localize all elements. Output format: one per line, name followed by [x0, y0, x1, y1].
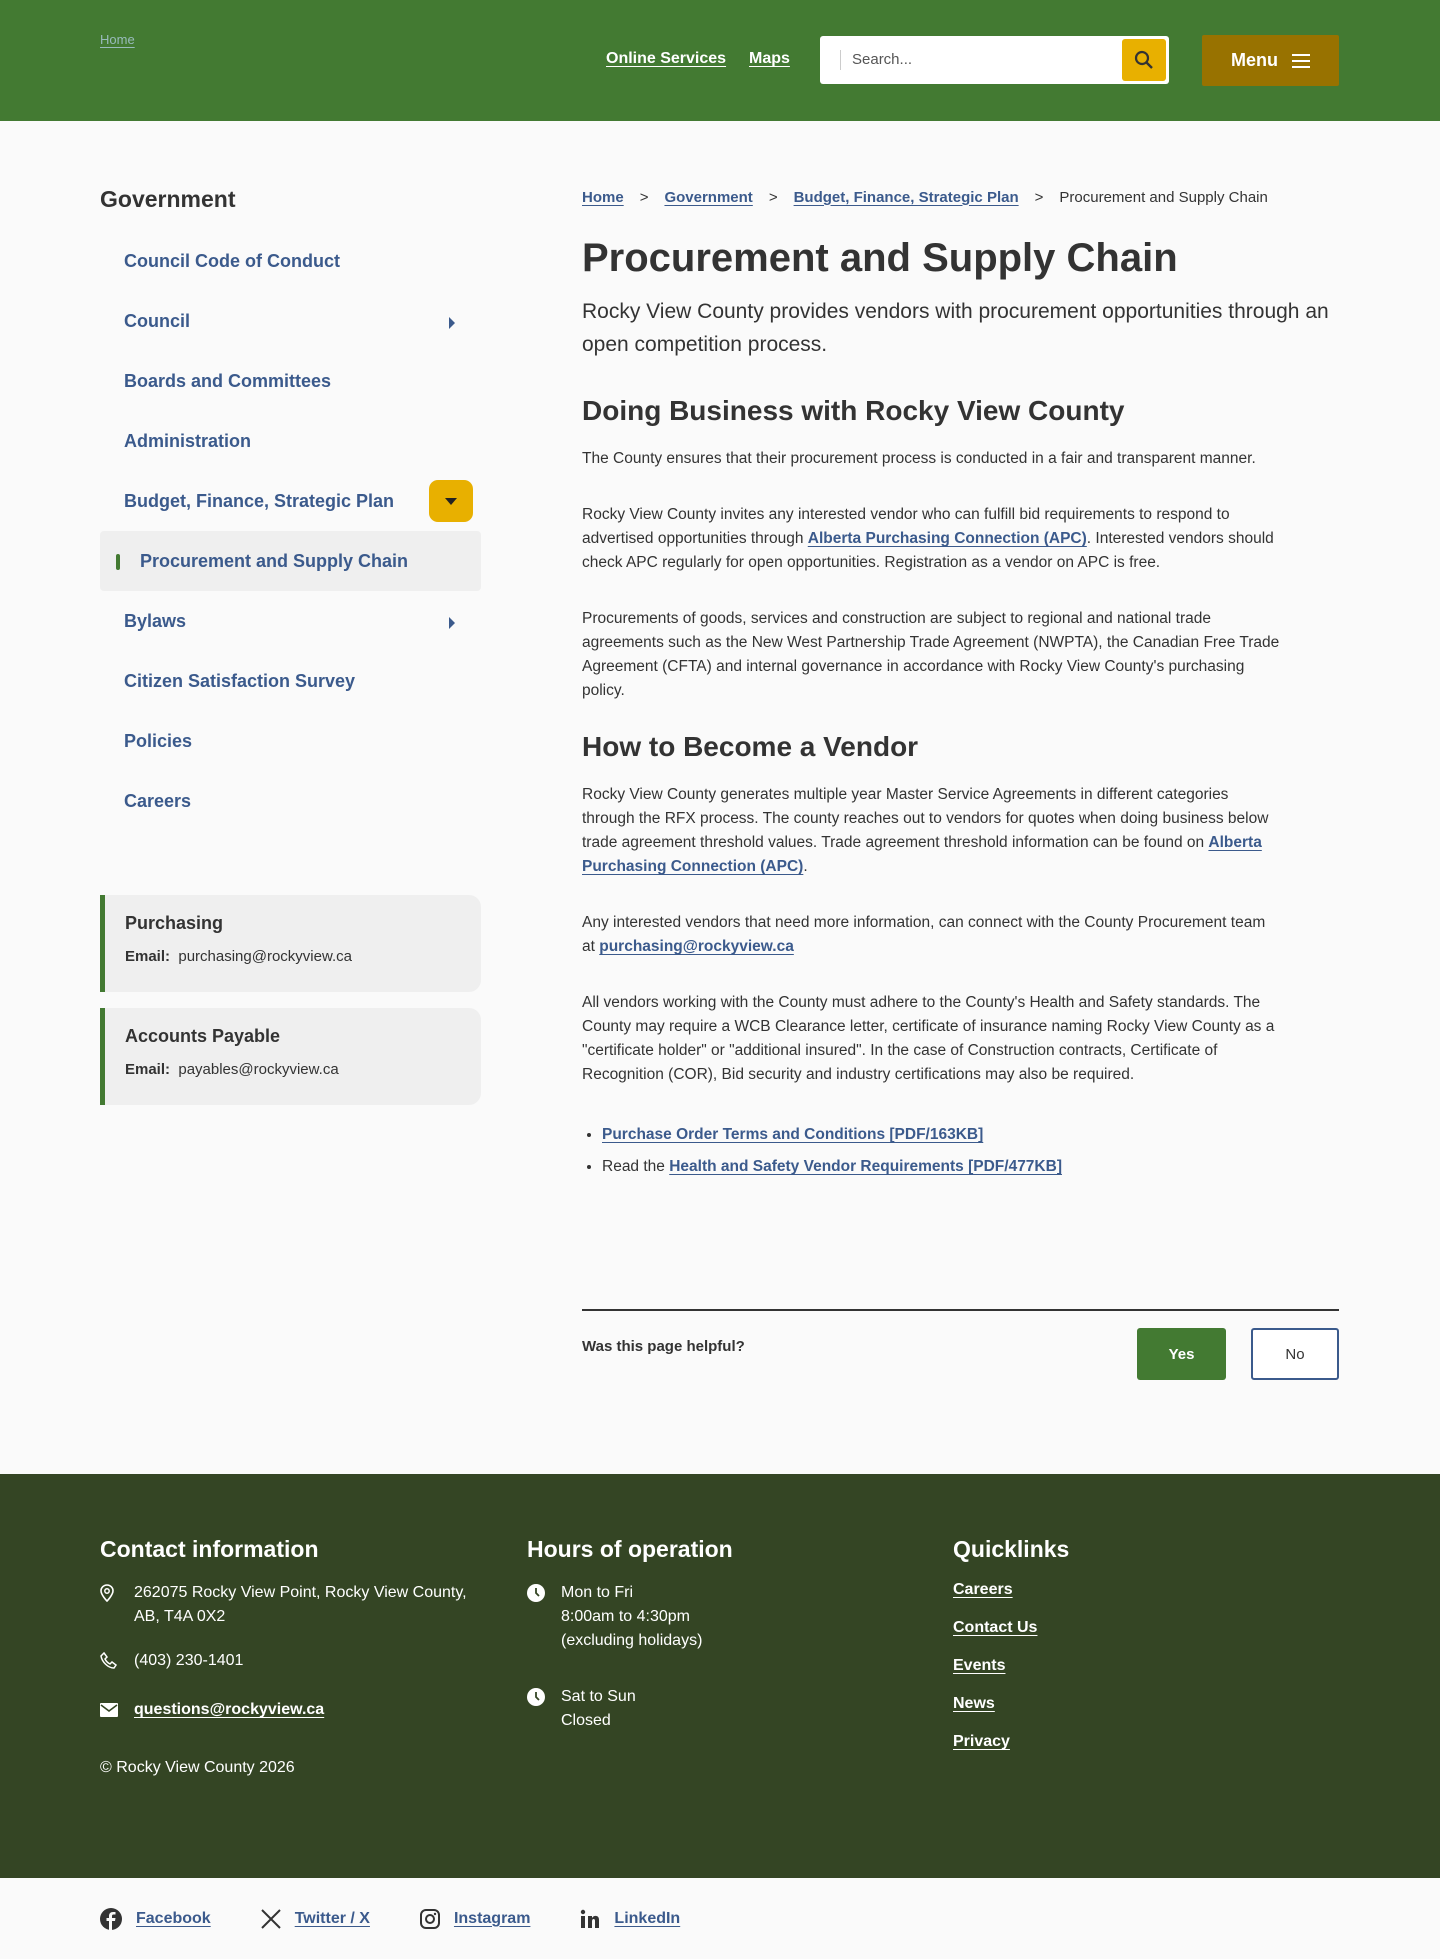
paragraph: All vendors working with the County must adhere to the County's Health and Safety standards. The County may require a WCB Clearance letter, certificate of insurance naming Rocky View County as a "certificate holder" or "additional insured". In the case of Construction contracts, Certificate of Recognition (COR), Bid security and industry certifications may also be required. — [582, 994, 1275, 1083]
instagram-link[interactable]: Instagram — [453, 1909, 531, 1927]
sidebar-item-procurement[interactable] — [100, 531, 481, 591]
x-twitter-icon — [261, 1909, 281, 1929]
quicklink-contact[interactable]: Contact Us — [953, 1619, 1038, 1636]
list-item — [602, 1119, 1339, 1151]
contact-column — [100, 1536, 480, 1777]
copyright: © Rocky View County 2026 — [100, 1759, 295, 1776]
quicklink-careers[interactable]: Careers — [953, 1581, 1013, 1598]
quicklinks-column — [953, 1536, 1069, 1771]
facebook-link[interactable]: Facebook — [136, 1909, 211, 1927]
search-placeholder: Search... — [852, 51, 913, 68]
caret-right-icon[interactable] — [449, 317, 455, 329]
envelope-icon — [100, 1703, 118, 1717]
breadcrumb — [582, 186, 1339, 208]
search-button[interactable] — [1122, 39, 1166, 81]
sidebar-item-council[interactable] — [100, 291, 481, 351]
breadcrumb-budget[interactable]: Budget, Finance, Strategic Plan — [793, 188, 1019, 206]
sidebar-item-label: Citizen Satisfaction Survey — [124, 670, 356, 691]
list-item: • Read the Health and Safety Vendor Requirements [PDF/477KB] — [602, 1151, 1339, 1183]
sidebar-item-council-code[interactable] — [100, 231, 481, 291]
feedback-section — [582, 1309, 1339, 1379]
footer-heading: Contact information — [100, 1536, 319, 1562]
intro-text: Rocky View County provides vendors with procurement opportunities through an open competition process. — [582, 300, 1329, 356]
breadcrumb-separator: > — [768, 188, 778, 206]
sidebar-item-budget[interactable] — [100, 471, 481, 531]
purchasing-email-link[interactable]: purchasing@rockyview.ca — [599, 938, 794, 955]
sidebar-item-survey[interactable] — [100, 651, 481, 711]
breadcrumb-separator: > — [639, 188, 649, 206]
paragraph: Rocky View County invites any interested vendor who can fulfill bid requirements to respond to advertised opportunities through Alberta Purchasing Connection (APC). Interested vendors should check APC regularly for open opportunities. Registration as a vendor on APC is free. — [582, 506, 1274, 571]
sidebar-item-label: Bylaws — [124, 610, 187, 631]
linkedin-link[interactable]: LinkedIn — [614, 1909, 681, 1927]
footer-email-link[interactable]: questions@rockyview.ca — [134, 1701, 325, 1718]
hamburger-icon — [1292, 53, 1310, 69]
map-pin-icon — [100, 1584, 114, 1602]
card-title: Accounts Payable — [125, 1026, 281, 1046]
purchasing-contact-card — [100, 895, 481, 992]
no-button[interactable]: No — [1251, 1328, 1339, 1380]
paragraph: Rocky View County generates multiple year Master Service Agreements in different categories through the RFX process. The county reaches out to vendors for quotes when doing business below trade agreement threshold values. Trade agreement threshold information can be found on Alberta Purchasing Connection (APC). — [582, 786, 1269, 875]
card-title: Purchasing — [125, 913, 224, 933]
caret-right-icon[interactable] — [449, 617, 455, 629]
clock-icon — [527, 1584, 545, 1602]
card-email: payables@rockyview.ca — [178, 1061, 339, 1078]
instagram-icon — [420, 1909, 440, 1929]
card-email: purchasing@rockyview.ca — [178, 948, 352, 965]
collapse-toggle[interactable] — [429, 480, 473, 522]
sidebar-item-bylaws[interactable] — [100, 591, 481, 651]
address: 262075 Rocky View Point, Rocky View County, AB, T4A 0X2 — [134, 1584, 467, 1625]
phone: (403) 230-1401 — [134, 1652, 244, 1669]
caret-down-icon — [445, 498, 457, 505]
sidebar-item-label: Council Code of Conduct — [124, 250, 340, 271]
sidebar-item-administration[interactable] — [100, 411, 481, 471]
hours-column: Hours of operation Mon to Fri 8:00am to 4:30pm (excluding holidays) Sat to Sun Closed — [527, 1536, 907, 1753]
quicklink-events[interactable]: Events — [953, 1657, 1006, 1674]
breadcrumb-separator: > — [1034, 188, 1044, 206]
online-services-link[interactable]: Online Services — [606, 50, 727, 67]
social-bar — [0, 1878, 1440, 1959]
quicklink-news[interactable]: News — [953, 1695, 995, 1712]
page-title: Procurement and Supply Chain — [582, 236, 1178, 280]
clock-icon — [527, 1688, 545, 1706]
apc-link[interactable]: Alberta Purchasing Connection (APC) — [582, 834, 1262, 875]
site-footer — [0, 1474, 1440, 1878]
sidebar-item-label: Careers — [124, 790, 192, 811]
sidebar-nav — [100, 231, 481, 831]
menu-button[interactable] — [1202, 35, 1339, 86]
facebook-icon — [100, 1908, 122, 1930]
email-label: Email: — [125, 948, 171, 965]
site-header — [0, 0, 1440, 121]
paragraph: Any interested vendors that need more information, can connect with the County Procurement team at purchasing@rockyview.ca — [582, 914, 1266, 955]
twitter-link[interactable]: Twitter / X — [294, 1909, 370, 1927]
search-divider — [840, 50, 841, 70]
section-heading: How to Become a Vendor — [582, 731, 919, 762]
document-list — [602, 1119, 1339, 1183]
paragraph: The County ensures that their procurement process is conducted in a fair and transparent manner. — [582, 450, 1256, 467]
footer-heading: Hours of operation — [527, 1536, 733, 1562]
menu-label: Menu — [1231, 50, 1278, 70]
sidebar-item-policies[interactable] — [100, 711, 481, 771]
po-terms-link[interactable]: Purchase Order Terms and Conditions [PDF/163KB] — [602, 1126, 984, 1143]
sidebar-heading: Government — [100, 186, 236, 212]
paragraph: Procurements of goods, services and construction are subject to regional and national trade agreements such as the New West Partnership Trade Agreement (NWPTA), the Canadian Free Trade Agreement (CFTA) and internal governance in accordance with Rocky View County's purchasing policy. — [582, 610, 1280, 699]
sidebar-item-careers[interactable] — [100, 771, 481, 831]
sidebar-item-label: Council — [124, 310, 190, 331]
maps-link[interactable]: Maps — [749, 50, 790, 67]
breadcrumb-current: Procurement and Supply Chain — [1059, 188, 1268, 206]
section-heading: Doing Business with Rocky View County — [582, 395, 1125, 426]
search-input[interactable] — [820, 36, 1169, 84]
main-content — [582, 186, 1339, 1183]
health-safety-link[interactable]: Health and Safety Vendor Requirements [PDF/477KB] — [669, 1158, 1062, 1175]
phone-icon — [100, 1652, 118, 1670]
quicklink-privacy[interactable]: Privacy — [953, 1733, 1010, 1750]
logo-link[interactable]: Home — [100, 32, 135, 47]
sidebar-item-label: Budget, Finance, Strategic Plan — [124, 490, 395, 511]
sidebar-item-label: Administration — [124, 430, 252, 451]
search-icon — [1134, 50, 1154, 70]
linkedin-icon — [580, 1909, 600, 1929]
email-label: Email: — [125, 1061, 171, 1078]
yes-button[interactable]: Yes — [1137, 1328, 1226, 1380]
payables-contact-card — [100, 1008, 481, 1105]
breadcrumb-home[interactable]: Home — [582, 188, 624, 206]
sidebar-item-label: Procurement and Supply Chain — [140, 550, 409, 571]
feedback-question: Was this page helpful? — [582, 1338, 745, 1355]
sidebar-item-boards[interactable] — [100, 351, 481, 411]
sidebar-item-label: Policies — [124, 730, 193, 751]
sidebar-item-label: Boards and Committees — [124, 370, 332, 391]
breadcrumb-government[interactable]: Government — [664, 188, 753, 206]
footer-heading: Quicklinks — [953, 1536, 1070, 1562]
apc-link[interactable]: Alberta Purchasing Connection (APC) — [807, 530, 1087, 547]
